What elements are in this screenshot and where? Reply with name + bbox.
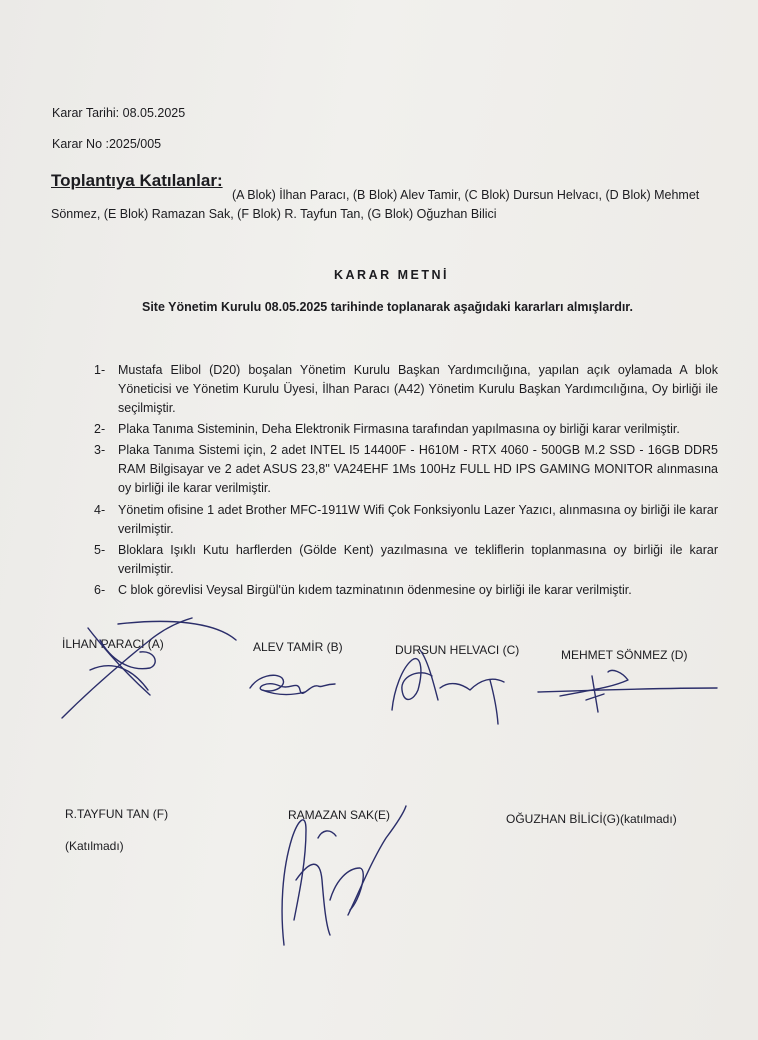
item-number: 1- [94, 363, 106, 377]
item-number: 2- [94, 422, 106, 436]
attendees-line-1: (A Blok) İlhan Paracı, (B Blok) Alev Tamir, (C Blok) Dursun Helvacı, (D Blok) Mehmet [232, 188, 700, 202]
item-text: Mustafa Elibol (D20) boşalan Yönetim Kurulu Başkan Yardımcılığına, yapılan açık oylamada A blok Yöneticisi ve Yönetim Kurulu Üyesi, İlhan Paracı (A42) Yönetim Kurulu Başkan Yardımcılığına, Oy birliği ile seçilmiştir. [118, 363, 718, 415]
signatory-alev-name: ALEV TAMİR (B) [253, 640, 343, 654]
item-number: 5- [94, 543, 106, 557]
decision-number: Karar No :2025/005 [52, 137, 162, 151]
signatory-oguzhan-name: OĞUZHAN BİLİCİ(G)(katılmadı) [506, 812, 677, 826]
decision-intro: Site Yönetim Kurulu 08.05.2025 tarihinde toplanarak aşağıdaki kararları almışlardır. [142, 300, 633, 314]
attendees-line-2: Sönmez, (E Blok) Ramazan Sak, (F Blok) R. Tayfun Tan, (G Blok) Oğuzhan Bilici [51, 207, 497, 221]
item-number: 6- [94, 583, 106, 597]
attendees-label: Toplantıya Katılanlar: [51, 171, 223, 190]
signatory-tayfun-name: R.TAYFUN TAN (F) [65, 807, 169, 821]
item-text: Bloklara Işıklı Kutu harflerden (Gölde Kent) yazılmasına ve tekliflerin toplanmasına oy birliği ile karar verilmiştir. [118, 543, 718, 576]
signature-alev [250, 675, 335, 694]
item-number: 3- [94, 443, 106, 457]
item-text: Plaka Tanıma Sisteminin, Deha Elektronik Firmasına tarafından yapılmasına oy birliği karar verilmiştir. [118, 422, 680, 436]
item-text: Plaka Tanıma Sistemi için, 2 adet INTEL I5 14400F - H610M - RTX 4060 - 500GB M.2 SSD - 16GB DDR5 RAM Bilgisayar ve 2 adet ASUS 23,8" VA24EHF 1Ms 100Hz FULL HD IPS GAMING MONITOR alınmasına oy birliği ile karar verilmiştir. [118, 443, 718, 495]
item-number: 4- [94, 503, 106, 517]
signature-mehmet [538, 670, 717, 712]
decision-heading: KARAR METNİ [334, 268, 449, 282]
item-text: Yönetim ofisine 1 adet Brother MFC-1911W Wifi Çok Fonksiyonlu Lazer Yazıcı, alınmasına oy birliği ile karar verilmiştir. [118, 503, 718, 536]
item-text: C blok görevlisi Veysal Birgül'ün kıdem tazminatının ödenmesine oy birliği ile karar verilmiştir. [118, 583, 632, 597]
signatory-mehmet-name: MEHMET SÖNMEZ (D) [561, 648, 688, 662]
signatory-ramazan-name: RAMAZAN SAK(E) [288, 808, 391, 822]
signature-dursun [392, 650, 504, 724]
signatory-tayfun-note: (Katılmadı) [65, 839, 124, 853]
signatory-dursun-name: DURSUN HELVACI (C) [395, 643, 520, 657]
signature-ilhan [62, 618, 236, 718]
signatory-ilhan-name: İLHAN PARACI (A) [62, 637, 164, 651]
signature-ramazan [282, 806, 406, 945]
decision-date: Karar Tarihi: 08.05.2025 [52, 106, 186, 120]
